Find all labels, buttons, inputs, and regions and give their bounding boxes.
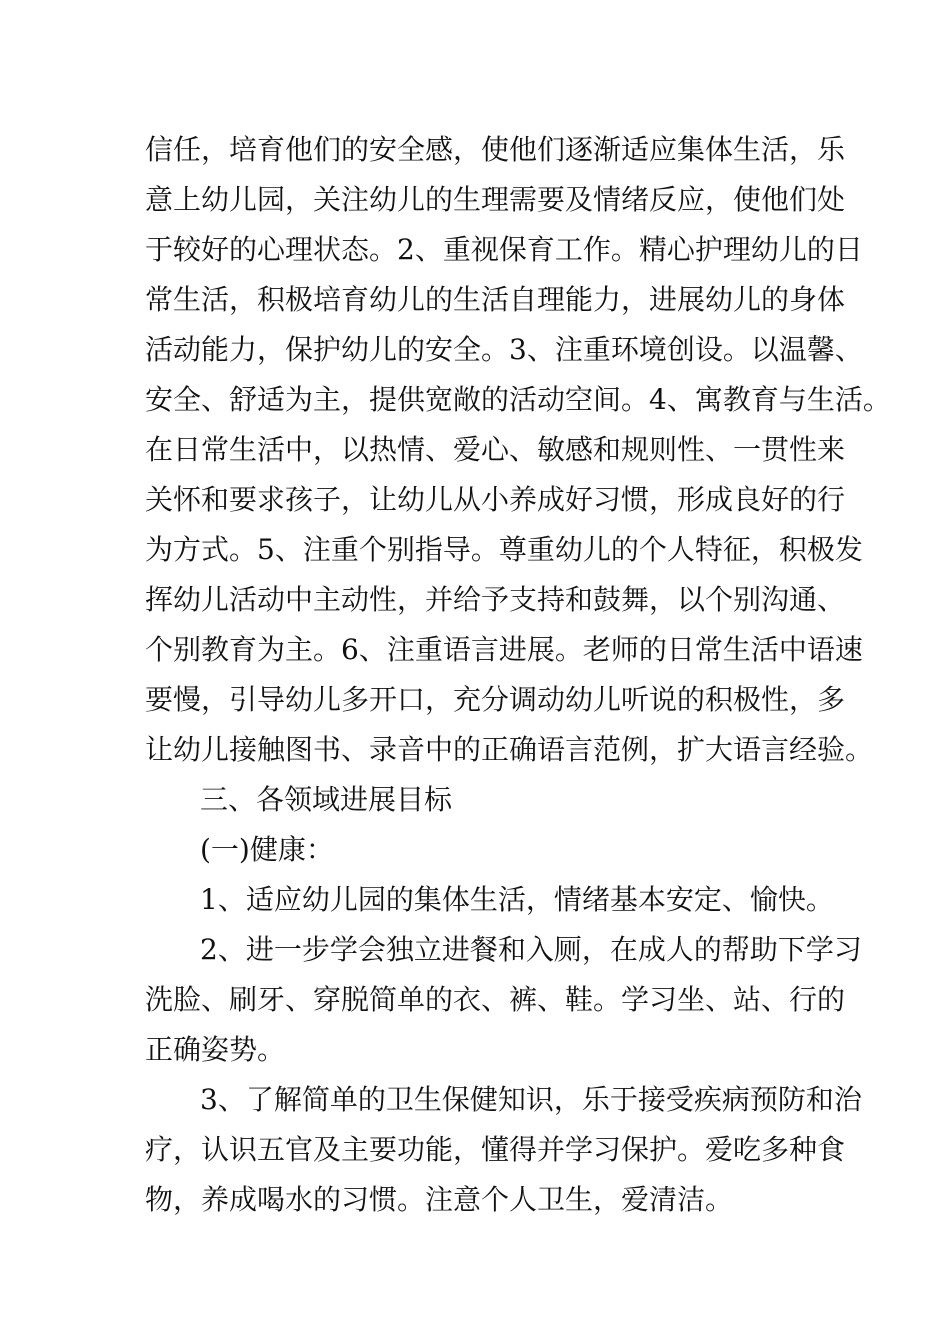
paragraph-line: 在日常生活中，以热情、爱心、敏感和规则性、一贯性来 (145, 433, 846, 466)
list-item: 1、适应幼儿园的集体生活，情绪基本安定、愉快。 (200, 883, 834, 916)
paragraph-line: 安全、舒适为主，提供宽敞的活动空间。4、寓教育与生活。 (145, 383, 891, 416)
paragraph-line: 于较好的心理状态。2、重视保育工作。精心护理幼儿的日 (145, 233, 863, 266)
list-item: 2、进一步学会独立进餐和入厕，在成人的帮助下学习 (200, 933, 862, 966)
subsection-heading: (一)健康： (200, 833, 334, 866)
paragraph-line: 让幼儿接触图书、录音中的正确语言范例，扩大语言经验。 (145, 733, 874, 766)
paragraph-line: 个别教育为主。6、注重语言进展。老师的日常生活中语速 (145, 633, 863, 666)
section-heading: 三、各领域进展目标 (200, 783, 453, 816)
list-item: 3、了解简单的卫生保健知识，乐于接受疾病预防和治 (200, 1083, 862, 1116)
list-item-continuation: 洗脸、刷牙、穿脱简单的衣、裤、鞋。学习坐、站、行的 (145, 983, 846, 1016)
paragraph-line: 关怀和要求孩子，让幼儿从小养成好习惯，形成良好的行 (145, 483, 846, 516)
list-item-continuation: 正确姿势。 (145, 1033, 286, 1066)
paragraph-line: 意上幼儿园，关注幼儿的生理需要及情绪反应，使他们处 (145, 183, 846, 216)
paragraph-line: 活动能力，保护幼儿的安全。3、注重环境创设。以温馨、 (145, 333, 863, 366)
paragraph-line: 常生活，积极培育幼儿的生活自理能力，进展幼儿的身体 (145, 283, 846, 316)
list-item-continuation: 疗，认识五官及主要功能，懂得并学习保护。爱吃多种食 (145, 1133, 846, 1166)
paragraph-line: 挥幼儿活动中主动性，并给予支持和鼓舞，以个别沟通、 (145, 583, 846, 616)
paragraph-line: 要慢，引导幼儿多开口，充分调动幼儿听说的积极性，多 (145, 683, 846, 716)
list-item-continuation: 物，养成喝水的习惯。注意个人卫生，爱清洁。 (145, 1183, 734, 1216)
paragraph-line: 信任，培育他们的安全感，使他们逐渐适应集体生活，乐 (145, 133, 846, 166)
paragraph-line: 为方式。5、注重个别指导。尊重幼儿的个人特征，积极发 (145, 533, 863, 566)
